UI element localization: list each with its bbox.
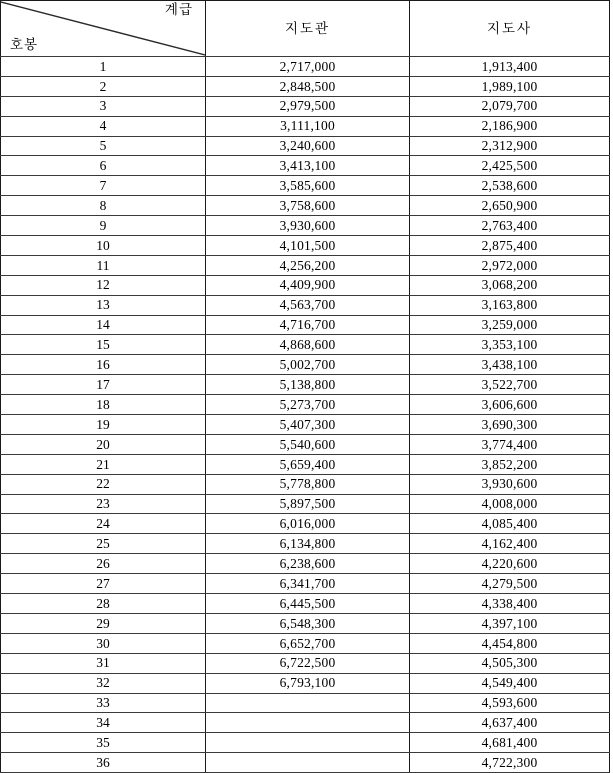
cell-step: 6 xyxy=(1,156,206,176)
cell-grade1-amount xyxy=(206,733,410,753)
table-row xyxy=(1,76,610,96)
table-row xyxy=(1,176,610,196)
cell-step: 7 xyxy=(1,176,206,196)
cell-grade2-amount: 4,162,400 xyxy=(410,534,610,554)
table-row xyxy=(1,295,610,315)
table-row xyxy=(1,96,610,116)
cell-step: 24 xyxy=(1,514,206,534)
cell-grade2-amount: 1,989,100 xyxy=(410,76,610,96)
cell-grade1-amount: 4,868,600 xyxy=(206,335,410,355)
table-row xyxy=(1,534,610,554)
corner-label-step: 호봉 xyxy=(10,37,39,53)
corner-label-rank: 계급 xyxy=(164,2,193,17)
cell-grade1-amount: 6,548,300 xyxy=(206,613,410,633)
cell-step: 16 xyxy=(1,355,206,375)
table-row xyxy=(1,713,610,733)
table-row xyxy=(1,335,610,355)
cell-grade1-amount: 3,413,100 xyxy=(206,156,410,176)
cell-grade1-amount: 4,409,900 xyxy=(206,275,410,295)
cell-grade2-amount: 3,852,200 xyxy=(410,454,610,474)
cell-step: 34 xyxy=(1,713,206,733)
corner-header-cell xyxy=(1,1,206,57)
cell-grade2-amount: 3,606,600 xyxy=(410,395,610,415)
cell-step: 9 xyxy=(1,216,206,236)
cell-step: 13 xyxy=(1,295,206,315)
table-row xyxy=(1,315,610,335)
table-row xyxy=(1,156,610,176)
cell-step: 25 xyxy=(1,534,206,554)
cell-grade2-amount: 4,722,300 xyxy=(410,753,610,773)
cell-grade2-amount: 4,637,400 xyxy=(410,713,610,733)
cell-grade2-amount: 4,279,500 xyxy=(410,574,610,594)
cell-grade1-amount: 4,256,200 xyxy=(206,255,410,275)
cell-grade2-amount: 1,913,400 xyxy=(410,57,610,77)
cell-grade2-amount: 2,972,000 xyxy=(410,255,610,275)
cell-step: 21 xyxy=(1,454,206,474)
cell-step: 27 xyxy=(1,574,206,594)
cell-grade2-amount: 3,353,100 xyxy=(410,335,610,355)
cell-step: 20 xyxy=(1,434,206,454)
table-row xyxy=(1,216,610,236)
table-row xyxy=(1,574,610,594)
cell-grade1-amount: 5,138,800 xyxy=(206,375,410,395)
cell-grade1-amount: 6,341,700 xyxy=(206,574,410,594)
cell-step: 11 xyxy=(1,255,206,275)
cell-grade2-amount: 4,220,600 xyxy=(410,554,610,574)
cell-grade1-amount: 5,540,600 xyxy=(206,434,410,454)
table-row xyxy=(1,494,610,514)
table-row xyxy=(1,753,610,773)
table-row xyxy=(1,415,610,435)
cell-step: 19 xyxy=(1,415,206,435)
column-header-grade1: 지도관 xyxy=(206,1,410,57)
cell-step: 31 xyxy=(1,653,206,673)
cell-step: 18 xyxy=(1,395,206,415)
table-row xyxy=(1,733,610,753)
cell-step: 30 xyxy=(1,633,206,653)
table-row xyxy=(1,633,610,653)
cell-step: 17 xyxy=(1,375,206,395)
cell-grade2-amount: 2,875,400 xyxy=(410,236,610,256)
table-row xyxy=(1,355,610,375)
cell-grade2-amount: 3,163,800 xyxy=(410,295,610,315)
cell-step: 15 xyxy=(1,335,206,355)
cell-step: 22 xyxy=(1,474,206,494)
cell-grade2-amount: 3,068,200 xyxy=(410,275,610,295)
cell-step: 10 xyxy=(1,236,206,256)
cell-grade2-amount: 3,690,300 xyxy=(410,415,610,435)
cell-step: 23 xyxy=(1,494,206,514)
cell-step: 4 xyxy=(1,116,206,136)
cell-step: 28 xyxy=(1,594,206,614)
cell-grade2-amount: 2,186,900 xyxy=(410,116,610,136)
cell-grade1-amount xyxy=(206,713,410,733)
cell-grade2-amount: 2,650,900 xyxy=(410,196,610,216)
cell-grade1-amount: 2,717,000 xyxy=(206,57,410,77)
table-row xyxy=(1,434,610,454)
cell-grade2-amount: 3,259,000 xyxy=(410,315,610,335)
cell-grade2-amount: 4,549,400 xyxy=(410,673,610,693)
table-row xyxy=(1,57,610,77)
cell-step: 36 xyxy=(1,753,206,773)
cell-grade1-amount: 6,445,500 xyxy=(206,594,410,614)
table-row xyxy=(1,514,610,534)
table-row xyxy=(1,673,610,693)
cell-grade1-amount: 6,134,800 xyxy=(206,534,410,554)
cell-grade1-amount: 5,273,700 xyxy=(206,395,410,415)
cell-step: 5 xyxy=(1,136,206,156)
cell-grade1-amount: 6,016,000 xyxy=(206,514,410,534)
table-row xyxy=(1,196,610,216)
column-header-grade2: 지도사 xyxy=(410,1,610,57)
cell-grade1-amount xyxy=(206,693,410,713)
cell-grade2-amount: 3,522,700 xyxy=(410,375,610,395)
cell-grade2-amount: 4,338,400 xyxy=(410,594,610,614)
cell-grade1-amount: 6,238,600 xyxy=(206,554,410,574)
table-row xyxy=(1,236,610,256)
cell-grade1-amount: 5,659,400 xyxy=(206,454,410,474)
cell-grade1-amount: 6,652,700 xyxy=(206,633,410,653)
table-row xyxy=(1,474,610,494)
cell-grade2-amount: 4,505,300 xyxy=(410,653,610,673)
cell-step: 29 xyxy=(1,613,206,633)
cell-grade1-amount: 5,407,300 xyxy=(206,415,410,435)
cell-grade1-amount: 3,758,600 xyxy=(206,196,410,216)
table-row xyxy=(1,136,610,156)
cell-grade2-amount: 3,438,100 xyxy=(410,355,610,375)
cell-grade2-amount: 4,085,400 xyxy=(410,514,610,534)
table-row xyxy=(1,255,610,275)
table-header xyxy=(1,1,610,57)
cell-grade1-amount: 4,563,700 xyxy=(206,295,410,315)
table-row xyxy=(1,395,610,415)
cell-grade1-amount: 3,585,600 xyxy=(206,176,410,196)
table-row xyxy=(1,693,610,713)
table-row xyxy=(1,116,610,136)
cell-step: 35 xyxy=(1,733,206,753)
table-row xyxy=(1,275,610,295)
cell-step: 3 xyxy=(1,96,206,116)
cell-step: 26 xyxy=(1,554,206,574)
table-row xyxy=(1,613,610,633)
cell-grade2-amount: 4,454,800 xyxy=(410,633,610,653)
cell-step: 32 xyxy=(1,673,206,693)
cell-grade2-amount: 2,312,900 xyxy=(410,136,610,156)
cell-grade2-amount: 4,593,600 xyxy=(410,693,610,713)
cell-grade2-amount: 2,079,700 xyxy=(410,96,610,116)
cell-grade1-amount: 6,793,100 xyxy=(206,673,410,693)
cell-step: 2 xyxy=(1,76,206,96)
cell-step: 8 xyxy=(1,196,206,216)
cell-grade2-amount: 2,763,400 xyxy=(410,216,610,236)
cell-grade2-amount: 3,930,600 xyxy=(410,474,610,494)
cell-step: 33 xyxy=(1,693,206,713)
cell-grade2-amount: 2,425,500 xyxy=(410,156,610,176)
cell-step: 14 xyxy=(1,315,206,335)
table-body xyxy=(1,57,610,773)
cell-grade1-amount: 5,002,700 xyxy=(206,355,410,375)
table-row xyxy=(1,375,610,395)
cell-grade2-amount: 4,397,100 xyxy=(410,613,610,633)
cell-grade1-amount: 3,930,600 xyxy=(206,216,410,236)
table-row xyxy=(1,653,610,673)
cell-grade1-amount: 6,722,500 xyxy=(206,653,410,673)
cell-grade2-amount: 3,774,400 xyxy=(410,434,610,454)
cell-grade1-amount xyxy=(206,753,410,773)
cell-step: 1 xyxy=(1,57,206,77)
cell-grade1-amount: 3,240,600 xyxy=(206,136,410,156)
cell-grade1-amount: 5,897,500 xyxy=(206,494,410,514)
table-row xyxy=(1,454,610,474)
cell-step: 12 xyxy=(1,275,206,295)
cell-grade1-amount: 4,716,700 xyxy=(206,315,410,335)
cell-grade1-amount: 2,979,500 xyxy=(206,96,410,116)
cell-grade1-amount: 2,848,500 xyxy=(206,76,410,96)
cell-grade2-amount: 4,008,000 xyxy=(410,494,610,514)
table-row xyxy=(1,554,610,574)
cell-grade2-amount: 2,538,600 xyxy=(410,176,610,196)
table-row xyxy=(1,594,610,614)
cell-grade1-amount: 4,101,500 xyxy=(206,236,410,256)
cell-grade1-amount: 3,111,100 xyxy=(206,116,410,136)
cell-grade1-amount: 5,778,800 xyxy=(206,474,410,494)
cell-grade2-amount: 4,681,400 xyxy=(410,733,610,753)
header-row xyxy=(1,1,610,57)
